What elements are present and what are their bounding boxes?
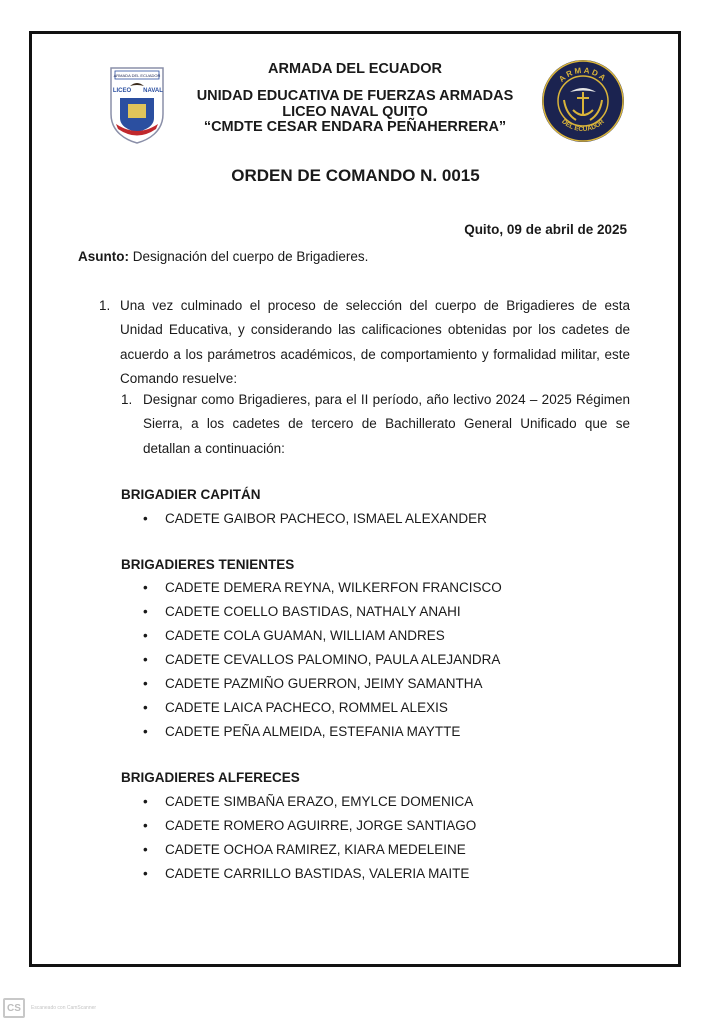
school-line-2: LICEO NAVAL QUITO (282, 103, 428, 120)
list-item (143, 652, 500, 667)
item-1-text: Una vez culminado el proceso de selección del cuerpo de Brigadieres de esta Unidad Educativa, y considerando las calificaciones obtenidas por los cadetes de acuerdo a los parámetros académicos, de comportamiento y formalidad militar, este Comando resuelve: (120, 298, 630, 386)
school-line-1: UNIDAD EDUCATIVA DE FUERZAS ARMADAS (196, 88, 514, 104)
member-name: CADETE ROMERO AGUIRRE, JORGE SANTIAGO (165, 818, 477, 833)
member-name: CADETE GAIBOR PACHECO, ISMAEL ALEXANDER (165, 511, 487, 526)
crest-left-word: LICEO (112, 88, 132, 94)
bullet: • (143, 724, 148, 739)
list-item (143, 866, 469, 881)
header-school (180, 89, 530, 136)
bullet: • (143, 511, 148, 526)
list-item (143, 676, 483, 691)
member-name: CADETE CEVALLOS PALOMINO, PAULA ALEJANDRA (165, 652, 501, 667)
subject-text: Designación del cuerpo de Brigadieres. (129, 249, 369, 264)
list-item (143, 794, 473, 809)
list-item (143, 842, 466, 857)
list-item (143, 511, 487, 526)
document-subject (78, 249, 368, 264)
crest-right-word: NAVAL (143, 88, 163, 94)
bullet: • (143, 628, 148, 643)
member-name: CADETE COELLO BASTIDAS, NATHALY ANAHI (165, 604, 461, 619)
bullet: • (143, 676, 148, 691)
seal-top-text: ARMADA (557, 65, 609, 84)
scanner-watermark (3, 998, 96, 1018)
member-name: CADETE CARRILLO BASTIDAS, VALERIA MAITE (165, 866, 470, 881)
crest-top-text: ARMADA DEL ECUADOR (113, 73, 161, 78)
bullet: • (143, 604, 148, 619)
school-line-3: “CMDTE CESAR ENDARA PEÑAHERRERA” (203, 119, 507, 135)
seal-bottom-text: DEL ECUADOR (560, 118, 606, 134)
list-item (143, 724, 460, 739)
section-heading-tenientes: BRIGADIERES TENIENTES (121, 557, 295, 572)
bullet: • (143, 818, 148, 833)
bullet: • (143, 866, 148, 881)
member-name: CADETE PAZMIÑO GUERRON, JEIMY SAMANTHA (165, 676, 483, 691)
document-title: ORDEN DE COMANDO N. 0015 (231, 166, 480, 185)
section-heading-alfereces: BRIGADIERES ALFERECES (121, 770, 300, 785)
bullet: • (143, 700, 148, 715)
bullet: • (143, 652, 148, 667)
subitem-1-number: 1. (121, 392, 133, 407)
list-item (143, 700, 448, 715)
list-item (143, 628, 445, 643)
section-heading-capitan: BRIGADIER CAPITÁN (121, 487, 261, 502)
camscanner-logo-icon: CS (3, 998, 25, 1018)
header-org: ARMADA DEL ECUADOR (268, 61, 442, 77)
list-item (143, 818, 476, 833)
watermark-text: Escaneado con CamScanner (31, 1005, 97, 1011)
member-name: CADETE COLA GUAMAN, WILLIAM ANDRES (165, 628, 445, 643)
list-item (143, 604, 461, 619)
bullet: • (143, 580, 148, 595)
member-name: CADETE OCHOA RAMIREZ, KIARA MEDELEINE (165, 842, 466, 857)
bullet: • (143, 842, 148, 857)
member-name: CADETE DEMERA REYNA, WILKERFON FRANCISCO (165, 580, 502, 595)
member-name: CADETE SIMBAÑA ERAZO, EMYLCE DOMENICA (165, 794, 474, 809)
bullet: • (143, 794, 148, 809)
list-item (143, 580, 502, 595)
subject-label: Asunto: (78, 249, 129, 264)
document-date: Quito, 09 de abril de 2025 (464, 222, 627, 237)
item-1-number: 1. (99, 298, 111, 313)
liceo-naval-crest-icon (108, 66, 166, 144)
member-name: CADETE PEÑA ALMEIDA, ESTEFANIA MAYTTE (165, 724, 461, 739)
member-name: CADETE LAICA PACHECO, ROMMEL ALEXIS (165, 700, 448, 715)
subitem-1-text: Designar como Brigadieres, para el II período, año lectivo 2024 – 2025 Régimen Sierra, a los cadetes de tercero de Bachillerato General Unificado que se detallan a continuación: (143, 392, 630, 456)
armada-ecuador-seal-icon (540, 58, 626, 144)
